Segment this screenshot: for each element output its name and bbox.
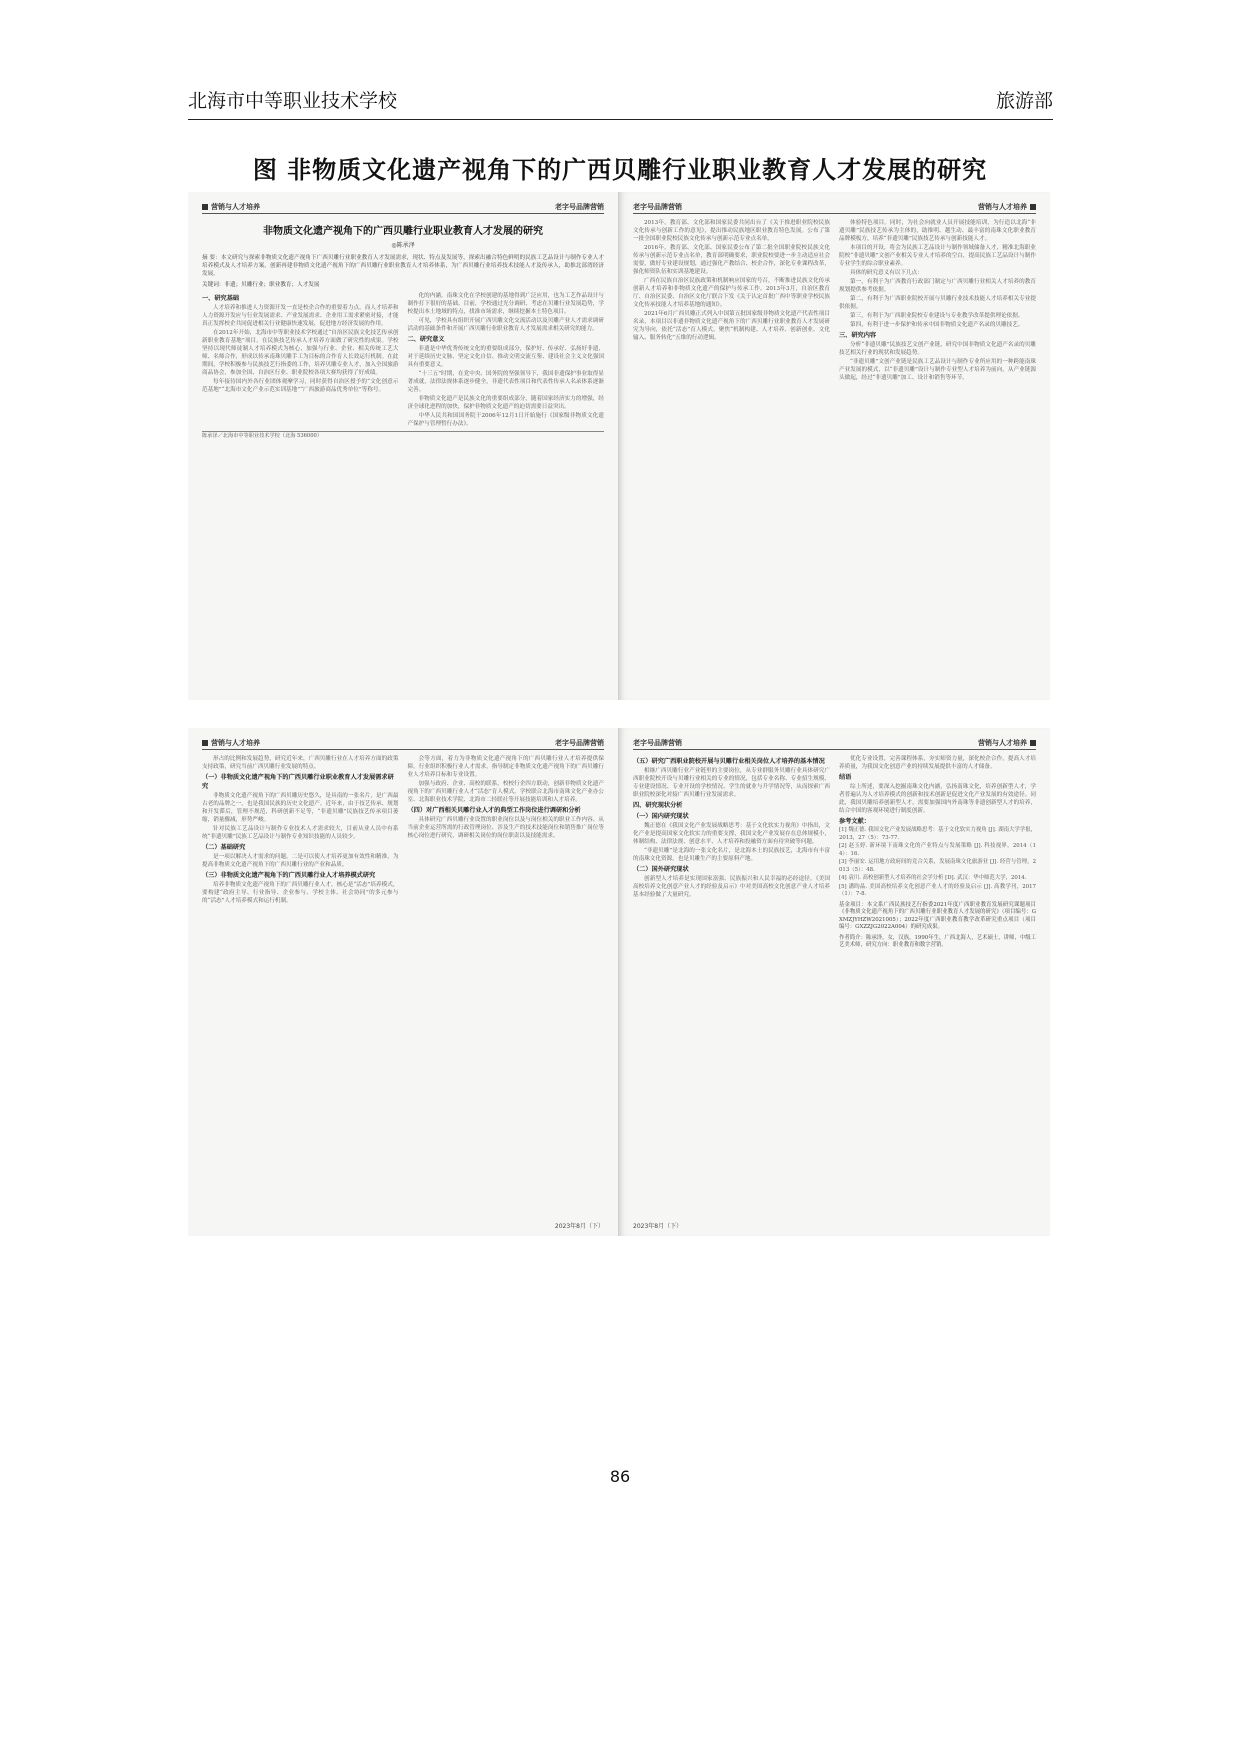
article-page-4 bbox=[619, 728, 1050, 1236]
page-folio: 2023年8月（下） bbox=[633, 1223, 683, 1230]
body-paragraph: 中华人民共和国国务院于2006年12月1日开始施行《国家级非物质文化遗产保护与管理暂行办法》。 bbox=[407, 413, 604, 427]
article-author: ◎陈承泽 bbox=[391, 242, 415, 249]
text-column bbox=[202, 292, 399, 429]
section-heading: （二）国外研究现状 bbox=[633, 866, 689, 873]
author-affiliation: 陈承泽／北海市中等职业技术学校（北海 536000） bbox=[202, 431, 604, 440]
figure-title: 图 非物质文化遗产视角下的广西贝雕行业职业教育人才发展的研究 bbox=[252, 156, 988, 184]
page-number: 86 bbox=[609, 1467, 631, 1486]
body-paragraph: 相继广西贝雕行业产业链里的主要岗位，从专业群服务贝雕行业具体研究广西职业院校开设与贝雕行业相关的专业的情况，包括专业名称、专业招生规模、专业建设情况、专业开设的学校情况、学生的就业与升学情况等，从而探索广西职业院校深化对接广西贝雕行业发展需求。 bbox=[633, 768, 830, 798]
journal-name: 老字号品牌营销 bbox=[555, 738, 604, 747]
body-paragraph: 第一，有利于为广西教育行政部门制定与广西贝雕行业相关人才培养的教育规划提供参考依据。 bbox=[839, 279, 1036, 293]
body-paragraph: 创新型人才培养是实现国家富强、民族振兴和人民幸福的必经途径。《美国高校培养文化创意产业人才的经验及启示》中对美国高校文化创意产业人才培养基本经验做了大量研究。 bbox=[633, 876, 830, 898]
article-abstract: 摘 要：本文研究与探索非物质文化遗产视角下广西贝雕行业职业教育人才发展需求，现状、特点及发展等，探索出融合特色鲜明的民族工艺品设计与制作专业人才培养模式及人才培养方案，创新再建非物质文化遗产视角下的广西贝雕行业职业教育人才培养体系，为广西贝雕行业培养技术技能人才及传承人，助推北部湾经济发展。 bbox=[202, 255, 604, 277]
body-paragraph: 第三，有利于为广西职业院校专业建设与专业教学改革提供理论依据。 bbox=[850, 313, 1024, 319]
journal-page-header bbox=[633, 200, 1036, 214]
journal-name: 老字号品牌营销 bbox=[555, 202, 604, 211]
journal-name: 老字号品牌营销 bbox=[633, 738, 682, 747]
section-heading: （一）国内研究现状 bbox=[633, 813, 689, 820]
page-folio: 2023年8月（下） bbox=[554, 1223, 604, 1230]
journal-page-header bbox=[202, 200, 604, 214]
journal-page-header bbox=[633, 736, 1036, 750]
section-mark-icon bbox=[202, 740, 208, 746]
body-paragraph: 第二，有利于为广西职业院校开展与贝雕行业技术技能人才培养相关专业提供依据。 bbox=[839, 296, 1036, 310]
body-paragraph: 2013年，教育部、文化部和国家民委共同出台了《关于推进职业院校民族文化传承与创新工作的意见》，提出推动民族地区职业教育特色发展。公布了第一批全国职业院校民族文化传承与创新示范专业点名单。 bbox=[633, 220, 830, 242]
article-page-1 bbox=[188, 192, 619, 700]
section-label: 营销与人才培养 bbox=[211, 738, 260, 747]
body-paragraph: 广西在民族自治区民族政策和机制响应国家的号召，不断推进民族文化传承创新人才培养和非物质文化遗产的保护与传承工作。2013年3月，自治区教育厅、自治区民委、自治区文化厅联合下发《关于认定首批广西中等职业学校民族文化传承技能人才培养基地的通知》。 bbox=[633, 278, 830, 308]
article-footnote: 作者简介：陈承泽，女，汉族，1990年生，广西北海人，艺术硕士，讲师，中级工艺美术师，研究方向：职业教育和数字营销。 bbox=[839, 934, 1037, 948]
reference-item: [3] 李丽安. 运用地方政府间的竞合关系，发展南珠文化旅游业 [J]. 经营与管理，2013（5）：48. bbox=[839, 859, 1036, 873]
section-heading: 结语 bbox=[839, 774, 852, 781]
text-column bbox=[202, 755, 399, 906]
text-column bbox=[408, 755, 605, 906]
journal-name: 老字号品牌营销 bbox=[633, 202, 682, 211]
reference-item: [4] 袁川. 高校创新型人才培养的社会学分析 [D]. 武汉：华中师范大学，2014. bbox=[839, 875, 1027, 881]
section-mark-icon bbox=[202, 204, 208, 210]
reference-item: [2] 赵玉婷. 新环境下南珠文化的产业特点与发展策略 [J]. 科技视界，2014（14）：16. bbox=[839, 843, 1036, 857]
section-mark-icon bbox=[1030, 740, 1036, 746]
body-paragraph: 每年接待国内外各行业团体观摩学习，同时获得自治区授予的“文化创意示范基地”“北海市文化产业示范实训基地”“广西旅游商品优秀单位”等称号。 bbox=[202, 379, 399, 393]
section-heading: （二）基础研究 bbox=[202, 844, 246, 851]
body-paragraph: 在2012年开始，北海市中等职业技术学校通过“自治区民族文化技艺传承创新职业教育基地”项目，在民族技艺传承人才培养方面做了研究性的成果。学校坚持以现代师徒制人才培养模式为核心，加强与行业、企业、相关传统工艺大师、名师合作，形成以传承南珠贝雕手工为目标的合作育人长效运行机制。在此期间，学校积极参与民族技艺行指委的工作，培养贝雕专业人才，加入全国旅游商品协会，参加全国、自治区行业、职业院校各项大赛均获得了好成绩。 bbox=[202, 330, 399, 376]
body-paragraph: “非遗贝雕”文创产业链是民族工艺品设计与制作专业所应用的一种跨能南珠产业发展的模式，以“非遗贝雕”设计与制作专业型人才培养为前向，从产业链源头做起，经过“非遗贝雕”加工、设计和销售等环节。 bbox=[839, 359, 1036, 381]
body-paragraph: 化的内涵。南珠文化在学校创建的基地得到广泛应用，也为工艺作品设计与制作打下很好的基础。目前，学校通过光分调研、考虑在贝雕行业发展趋势，学校提出本土地域的特点，找准市场需求，继续挖掘本土特色项目。 bbox=[407, 293, 604, 315]
text-column bbox=[839, 219, 1036, 383]
body-paragraph: 人才培养和推进人力资源开发一直是校企合作的重要着力点。而人才培养和人力资源开发应与行业发展需求、产业发展需求、企业用工需求紧密对接，才能真正发挥校企共同促进相关行业健康快速发展，促进地方经济发展的作用。 bbox=[202, 305, 399, 327]
text-column bbox=[839, 755, 1036, 950]
article-title: 非物质文化遗产视角下的广西贝雕行业职业教育人才发展的研究 bbox=[263, 226, 543, 237]
body-paragraph: “非遗贝雕”是北海的一张文化名片，是北海本土的民族技艺，北海市有丰富的南珠文化资源，也是贝雕生产的主要原料产地。 bbox=[633, 848, 830, 862]
body-paragraph: 非遗是中华优秀传统文化的重要组成部分，保护好、传承好、弘扬好非遗，对于延续历史文脉、坚定文化自信、推动文明交流互鉴、建设社会主义文化强国具有重要意义。 bbox=[407, 346, 604, 368]
body-paragraph: “十三五”时期，在党中央、国务院的坚强领导下，我国非遗保护事业取得显著成就，法律法规体系逐步健全，非遗代表性项目和代表性传承人名录体系逐渐完善。 bbox=[407, 371, 604, 393]
section-heading: 四、研究现状分析 bbox=[633, 802, 683, 809]
body-paragraph: 具体研究广西贝雕行业设置的职业岗位以及与岗位相关的职业工作内容、从当前企业运营所需的行政管理岗位、涉及生产的技术技能岗位和销售推广岗位等核心岗位进行研究，调研相关岗位的岗位职责以及技能需求。 bbox=[407, 817, 604, 839]
body-paragraph: 第四，有利于进一步保护和传承中国非物质文化遗产名录的贝雕技艺。 bbox=[850, 322, 1024, 328]
article-keywords: 关键词：非遗；贝雕行业；职业教育；人才发展 bbox=[202, 282, 320, 288]
section-heading: （四）对广西相关贝雕行业人才的典型工作岗位进行调研和分析 bbox=[407, 807, 581, 814]
section-heading: （五）研究广西职业院校开展与贝雕行业相关岗位人才培养的基本情况 bbox=[633, 758, 825, 765]
body-paragraph: 非物质文化遗产视角下的广西贝雕历史悠久，是具南的一张名片，是广西最古老的品牌之一，也是我国民族的历史文化遗产。近年来，由于技艺传承、规划和开发滞后，管理不规范，科研创新不足等，“非遗贝雕”民族技艺传承项目萎缩，销量骤减，形势严峻。 bbox=[202, 793, 399, 823]
section-heading: 一、研究基础 bbox=[202, 295, 240, 302]
reference-item: [5] 潘昀晶. 美国高校培养文化创意产业人才的经验及启示 [J]. 高教学刊，2017（1）：7-8. bbox=[839, 883, 1036, 897]
section-heading: （一）非物质文化遗产视角下的广西贝雕行业职业教育人才发展需求研究 bbox=[202, 774, 394, 790]
article-spread-1 bbox=[188, 192, 1050, 700]
body-paragraph: 分析“非遗贝雕”民族技艺文创产业链，研究中国非物质文化遗产名录的贝雕技艺相关行业的现状和发展趋势。 bbox=[839, 342, 1036, 356]
section-heading: 参考文献： bbox=[839, 818, 870, 825]
section-heading: 三、研究内容 bbox=[839, 332, 877, 339]
section-heading: 二、研究意义 bbox=[407, 336, 445, 343]
body-paragraph: 加强与政府、企业、高校的联系，校校行企四方联动，创新非物质文化遗产视角下的广西贝雕行业人才“活态”育人模式。学校联合北海市南珠文化产业办公室、北海职业技术学院、北海市二轻联社等开展技能培训和人才培养。 bbox=[407, 781, 604, 803]
body-paragraph: 非物质文化遗产是民族文化的重要组成部分，随着国家经济实力的增强，经济全球化进程的加快，保护非物质文化遗产的迫切需要日益突出。 bbox=[407, 396, 604, 410]
text-column bbox=[408, 292, 605, 429]
article-page-3 bbox=[188, 728, 619, 1236]
body-paragraph: 是一项以解决人才需求的问题。二是可以使人才培养更加有效性和精准，为提高非物质文化遗产视角下的广西贝雕行业的产业和品质。 bbox=[202, 854, 399, 868]
running-header bbox=[188, 88, 1053, 120]
article-footnote: 基金项目：本文系广西民族技艺行指委2021年度广西职业教育发展研究课题项目《非物质文化遗产视角下的广西贝雕行业职业教育人才发展的研究》（项目编号：GXMZJYHZW2021005）；2022年度广西职业教育教学改革研究重点项目（项目编号：GXZZJG2022A004）的研究成果。 bbox=[839, 901, 1036, 930]
journal-page-header bbox=[202, 736, 604, 750]
body-paragraph: 优化专业设置，完善课程体系，夯实师资力量，深化校企合作，提高人才培养质量，为我国文化创意产业的持续发展提供丰富的人才储备。 bbox=[839, 756, 1036, 770]
body-paragraph: 本项目的开设，将会为民族工艺品设计与制作领域储备人才，精准北海职业院校“非遗贝雕”文创产业相关专业人才培养的空白，提高民族工艺品设计与制作专业学生的综合职业素养。 bbox=[839, 245, 1036, 267]
section-label: 营销与人才培养 bbox=[978, 202, 1027, 211]
section-label: 营销与人才培养 bbox=[978, 738, 1027, 747]
section-label: 营销与人才培养 bbox=[211, 202, 260, 211]
school-name: 北海市中等职业技术学校 bbox=[188, 90, 398, 112]
body-paragraph: 魏正德在《我国文化产业发展战略思考：基于文化软实力视角》中指出，文化产业是提高国家文化软实力的重要支撑，我国文化产业发展存在总体规模小，体制结构、法律法规、创意水平、人才培养和投融资方面有待突破等问题。 bbox=[633, 823, 830, 845]
article-spread-2 bbox=[188, 728, 1050, 1236]
body-paragraph: 可见，学校具有组织开展广西贝雕文化交流活动以及贝雕产业人才需求调研活动的基础条件和开展广西贝雕行业职业教育人才发展需求相关研究的能力。 bbox=[407, 318, 604, 332]
body-paragraph: 会等方面，着力为非物质文化遗产视角下的广西贝雕行业人才培养提供保障。行业组织积极行业人才需求，指导制定非物质文化遗产视角下的广西贝雕行业人才培养目标和专业设置。 bbox=[407, 756, 604, 778]
body-paragraph: 2021年6月广西贝雕正式列入中国第五批国家级非物质文化遗产代表性项目名录，本项目以非遗非物质文化遗产视角下的广西贝雕行业职业教育人才发展研究为导向，依托“活态”育人模式，聚焦“机制构建、人才培养、创新创业、文化输入、服务转化”五维的行动逻辑。 bbox=[633, 311, 830, 341]
article-page-2 bbox=[619, 192, 1050, 700]
body-paragraph: 2016年，教育部、文化部、国家民委公布了第二批全国职业院校民族文化传承与创新示范专业点名单，教育部明确要求，职业院校要进一步主动适应社会需要，做好专业建设规划，通过强化产教结合、校企合作，深化专业课程改革，强化师资队伍和实训基地建设。 bbox=[633, 245, 830, 275]
body-paragraph: 培养非物质文化遗产视角下的广西贝雕行业人才，核心是“活态”培养模式，要构建“政府主导、行业指导、企业参与、学校主体、社会协同”的多元参与的“活态”人才培养模式和运行机制。 bbox=[202, 882, 399, 904]
department-name: 旅游部 bbox=[995, 90, 1053, 112]
text-column bbox=[633, 755, 830, 950]
body-paragraph: 具体的研究意义有以下几点： bbox=[850, 270, 923, 276]
body-paragraph: 体验特色项目。同时，为社会向就业人员开展技能培训，为行造以北海“非遗贝雕”民族技艺传承为主体的，助推明、越生动、最丰富的南珠文化职业教育品牌模板方，培养“非遗贝雕”民族技艺传承与创新技能人才。 bbox=[839, 220, 1036, 242]
body-paragraph: 针对民族工艺品设计与制作专业技术人才需求较大，目前从业人员中有系统“非遗贝雕”民族工艺品设计与制作专业知识技能的人员较少。 bbox=[202, 826, 399, 840]
reference-item: [1] 魏正德. 我国文化产业发展战略思考：基于文化软实力视角 [J]. 湖南大学学报，2013，27（5）：73-77. bbox=[839, 827, 1036, 841]
section-mark-icon bbox=[1030, 204, 1036, 210]
section-heading: （三）非物质文化遗产视角下的广西贝雕行业人才培养模式研究 bbox=[202, 872, 376, 879]
body-paragraph: 形占的比例和发展趋势，研究近年来，广西贝雕行业在人才培养方面的政策支持政策，研究当前广西贝雕行业发展的特点。 bbox=[202, 756, 399, 770]
text-column bbox=[633, 219, 830, 383]
body-paragraph: 综上所述，要深入挖掘南珠文化内涵，弘扬南珠文化，培养创新型人才，学者普遍认为人才培养模式的创新和技术创新是促进文化产业发展的有效途径。同此，我国贝雕培养创新型人才，需要加强国内外南珠等非遗创新型人才的培养，结合中国的客观环境进行制度创新。 bbox=[839, 784, 1036, 814]
